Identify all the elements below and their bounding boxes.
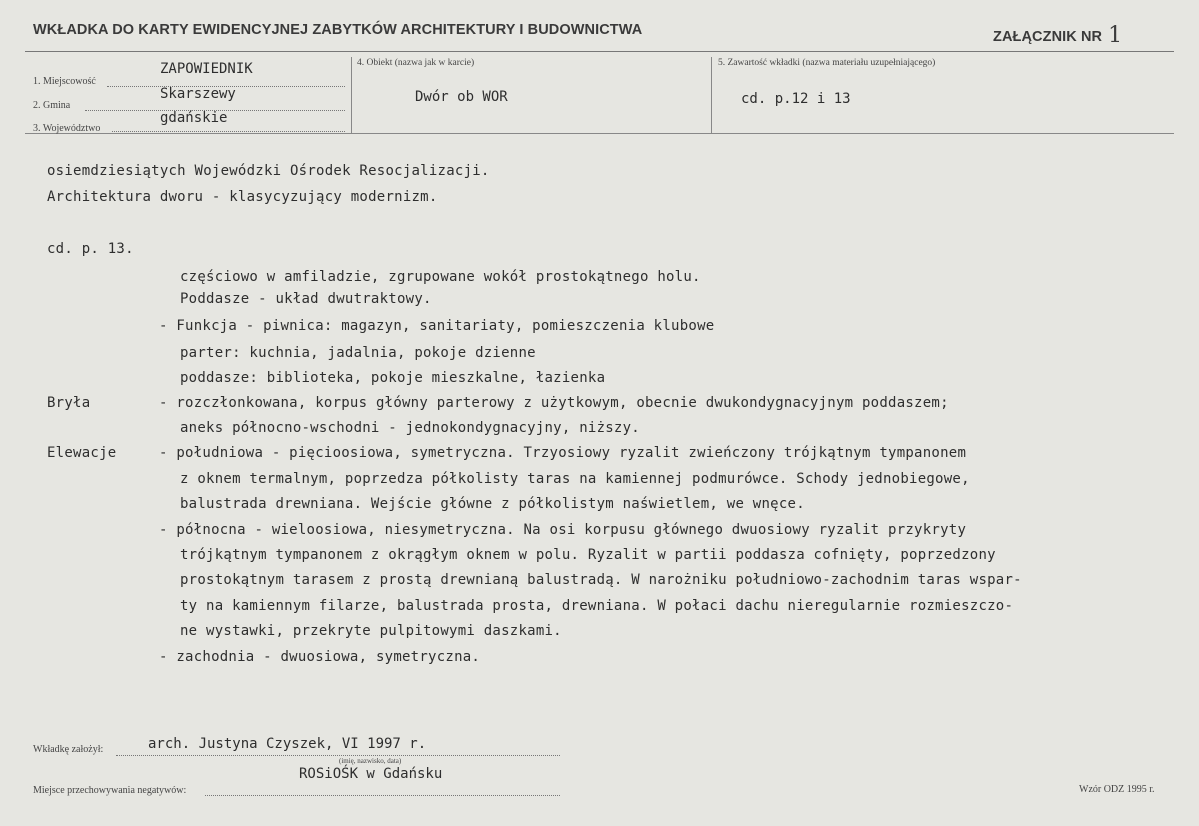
author-value: arch. Justyna Czyszek, VI 1997 r. — [148, 736, 427, 752]
body-line: balustrada drewniana. Wejście główne z półkolistym naświetlem, we wnęce. — [180, 496, 805, 512]
body-line: ty na kamiennym filarze, balustrada prosta, drewniana. W połaci dachu nieregularnie rozmieszczo- — [180, 598, 1014, 614]
body-line: - północna - wieloosiowa, niesymetryczna. Na osi korpusu głównego dwuosiowy ryzalit przykryty — [159, 522, 967, 538]
body-line: osiemdziesiątych Wojewódzki Ośrodek Resocjalizacji. — [47, 163, 490, 179]
body-line: prostokątnym tarasem z prostą drewnianą balustradą. W narożniku południowo-zachodnim taras wspar- — [180, 572, 1022, 588]
storage-value: ROSiOŚK w Gdańsku — [299, 766, 443, 782]
gmina-label: 2. Gmina — [33, 100, 71, 111]
body-heading-bryla: Bryła — [47, 395, 91, 411]
body-line: poddasze: biblioteka, pokoje mieszkalne, łazienka — [180, 370, 606, 386]
field-divider-1 — [351, 57, 352, 133]
body-line: - zachodnia - dwuosiowa, symetryczna. — [159, 649, 481, 665]
form-title: WKŁADKA DO KARTY EWIDENCYJNEJ ZABYTKÓW ARCHITEKTURY I BUDOWNICTWA — [33, 22, 643, 38]
author-label: Wkładkę założył: — [33, 744, 104, 755]
body-line: cd. p. 13. — [47, 241, 134, 257]
wojewodztwo-label: 3. Województwo — [33, 123, 101, 134]
body-line: aneks północno-wschodni - jednokondygnacyjny, niższy. — [180, 420, 640, 436]
storage-dots — [205, 795, 560, 796]
storage-label: Miejsce przechowywania negatywów: — [33, 785, 187, 796]
body-line: - rozczłonkowana, korpus główny parterowy z użytkowym, obecnie dwukondygnacyjnym poddaszem; — [159, 395, 949, 411]
gmina-value: Skarszewy — [160, 86, 236, 102]
miejscowosc-label: 1. Miejscowość — [33, 76, 96, 87]
body-line: z oknem termalnym, poprzedza półkolisty taras na kamiennej podmurówce. Schody jednobiegowe, — [180, 471, 970, 487]
body-line: Architektura dworu - klasycyzujący modernizm. — [47, 189, 438, 205]
zawartosc-value: cd. p.12 i 13 — [741, 91, 851, 107]
body-line: parter: kuchnia, jadalnia, pokoje dzienne — [180, 345, 536, 361]
body-line: Poddasze - układ dwutraktowy. — [180, 291, 432, 307]
attachment-number: 1 — [1108, 23, 1123, 48]
form-code: Wzór ODZ 1995 r. — [1079, 784, 1155, 795]
body-line: trójkątnym tympanonem z okrągłym oknem w polu. Ryzalit w partii poddasza cofnięty, poprzedzony — [180, 547, 996, 563]
attachment-header — [993, 22, 1122, 47]
author-dots — [116, 755, 560, 756]
attachment-label: ZAŁĄCZNIK NR — [993, 29, 1103, 45]
body-heading-elewacje: Elewacje — [47, 445, 117, 461]
obiekt-label: 4. Obiekt (nazwa jak w karcie) — [357, 58, 475, 68]
body-line: - południowa - pięcioosiowa, symetryczna. Trzyosiowy ryzalit zwieńczony trójkątnym tympanonem — [159, 445, 967, 461]
header-rule — [25, 51, 1174, 52]
field-box-bottom — [25, 133, 1174, 134]
obiekt-value: Dwór ob WOR — [415, 89, 508, 105]
miejscowosc-value: ZAPOWIEDNIK — [160, 61, 253, 77]
body-line: - Funkcja - piwnica: magazyn, sanitariaty, pomieszczenia klubowe — [159, 318, 715, 334]
body-line: ne wystawki, przekryte pulpitowymi daszkami. — [180, 623, 562, 639]
body-line: częściowo w amfiladzie, zgrupowane wokół prostokątnego holu. — [180, 269, 701, 285]
wojewodztwo-value: gdańskie — [160, 110, 228, 126]
zawartosc-label: 5. Zawartość wkładki (nazwa materiału uzupełniającego) — [718, 58, 936, 68]
wojewodztwo-dots — [112, 131, 345, 132]
author-hint: (imię, nazwisko, data) — [339, 757, 402, 765]
field-divider-2 — [711, 57, 712, 133]
